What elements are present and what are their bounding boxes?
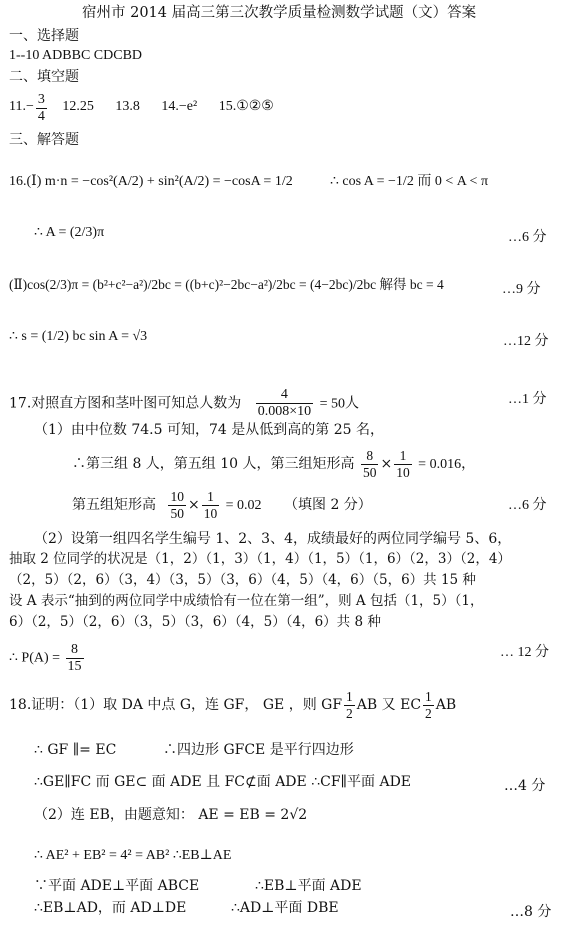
q18-eb-perp-ad: ∴EB⊥AD，而 AD⊥DE	[34, 900, 187, 916]
q17-group5-height: 第五组矩形高 $\frac{10}{50}$ × $\frac{1}{10}$ = 0.02 （填图 2 分）	[72, 489, 372, 521]
fill-15: 15.①②⑤	[218, 99, 274, 114]
section-solve-heading: 三、解答题	[9, 132, 79, 148]
q16-area: ∴ s = (1/2) bc sin A = √3	[9, 329, 148, 344]
q18-f2-den: 2	[425, 705, 432, 721]
q16-score-12: …12 分	[503, 334, 549, 349]
q17-g3-f2-den: 10	[396, 464, 410, 480]
q18-ad-perp-plane: ∴AD⊥平面 DBE	[231, 900, 339, 916]
fill-13: 13.8	[115, 99, 140, 114]
q17-score-12: … 12 分	[500, 645, 549, 660]
q17-group3-height: ∴第三组 8 人，第五组 10 人，第三组矩形高 $\frac{8}{50}$ × $\frac{1}{10}$ = 0.016，	[72, 448, 476, 480]
q16-score-6: …6 分	[508, 230, 547, 245]
q18-eb-perp-plane: ∴EB⊥平面 ADE	[255, 878, 362, 894]
q17-group3-text: ∴第三组 8 人，第五组 10 人，第三组矩形高	[72, 456, 355, 472]
q18-pythagoras: ∴ AE² + EB² = 4² = AB² ∴EB⊥AE	[34, 848, 232, 863]
q17-g5-f1-den: 50	[170, 505, 184, 521]
q17-probability	[9, 643, 86, 674]
q16-label: 16.(Ⅰ)	[9, 174, 42, 189]
q16-score-9: …9 分	[502, 282, 541, 297]
fill-11-num: 3	[37, 92, 45, 107]
q17-total-text: 17.对照直方图和茎叶图可知总人数为	[9, 395, 242, 412]
q18-cf-parallel-plane: ∴GE∥FC 而 GE⊂ 面 ADE 且 FC⊄面 ADE ∴CF∥平面 ADE	[34, 774, 412, 790]
choice-answers: 1--10 ADBBC CDCBD	[9, 48, 143, 63]
q18-parallelogram: ∴四边形 GFCE 是平行四边形	[163, 742, 354, 758]
q16-law-of-cosines: (Ⅱ)cos(2/3)π = (b²+c²−a²)/2bc = ((b+c)²−2bc−a²)/2bc = (4−2bc)/2bc 解得 bc = 4	[9, 277, 444, 292]
q17-total-result: = 50人	[319, 396, 359, 412]
q17-g5-f2-num: 1	[202, 490, 220, 506]
q17-score-1: …1 分	[508, 392, 547, 407]
q18-f1-num: 1	[346, 689, 353, 704]
q18-f2-num: 1	[425, 689, 432, 704]
q18-plane-perp: ∵平面 ADE⊥平面 ABCE	[34, 878, 200, 894]
q17-part2-setup: （2）设第一组四名学生编号 1、2、3、4，成绩最好的两位同学编号 5、6，	[34, 531, 512, 547]
fill-11-prefix: 11.−	[9, 99, 34, 114]
fill-14: 14.−e²	[161, 99, 198, 114]
q16-cos-value: ∴ cos A = −1/2 而 0 < A < π	[330, 174, 489, 189]
q18-ab-text: AB	[435, 697, 457, 713]
q16-line-1	[9, 175, 293, 189]
q17-g3-f2-num: 1	[394, 449, 412, 465]
q17-score-6: …6 分	[508, 498, 547, 513]
doc-title: 宿州市 2014 届高三第三次教学质量检测数学试题（文）答案	[82, 5, 477, 21]
q18-ec-text: AB 又 EC	[356, 697, 422, 713]
q17-g5-result: = 0.02	[225, 498, 262, 513]
q17-median: （1）由中位数 74.5 可知，74 是从低到高的第 25 名，	[34, 422, 384, 438]
q18-score-4: …4 分	[504, 778, 546, 794]
section-choice-heading: 一、选择题	[9, 28, 79, 44]
section-fill-heading: 二、填空题	[9, 69, 79, 85]
q18-midpoint-text: 18.证明：（1）取 DA 中点 G，连 GF， GE ，则 GF	[9, 697, 343, 713]
q18-gf-ec: ∴ GF ∥= EC	[34, 742, 117, 758]
q17-fill-chart-note: （填图 2 分）	[284, 497, 372, 513]
q17-total-den: 0.008×10	[257, 404, 312, 419]
q17-total-num: 4	[256, 388, 313, 404]
fill-answers	[9, 93, 274, 124]
q17-g3-f1-num: 8	[361, 449, 379, 465]
q17-g3-result: = 0.016，	[418, 457, 476, 472]
q17-prob-label: ∴ P(A) =	[9, 650, 61, 666]
q18-f1-den: 2	[346, 705, 353, 721]
fill-12: 12.25	[62, 99, 94, 114]
fill-11-den: 4	[37, 109, 45, 124]
q16-dot-product: m·n = −cos²(A/2) + sin²(A/2) = −cosA = 1/2	[44, 174, 293, 189]
q17-prob-num: 8	[66, 643, 84, 659]
q17-event-a-line-1: 设 A 表示“抽到的两位同学中成绩恰有一位在第一组”，则 A 包括（1，5）（1，	[9, 593, 484, 609]
q17-group5-text: 第五组矩形高	[72, 497, 156, 513]
q18-score-8: …8 分	[510, 904, 552, 920]
q17-cases-line-1: 抽取 2 位同学的状况是（1，2）（1，3）（1，4）（1，5）（1，6）（2，3）（2，4）	[9, 551, 511, 567]
q17-line-1	[9, 388, 359, 419]
q17-g3-f1-den: 50	[362, 464, 377, 480]
q17-g5-f1-num: 10	[170, 489, 184, 504]
q17-cases-line-2: （2，5）（2，6）（3，4）（3，5）（3，6）（4，5）（4，6）（5，6）共 15 种	[9, 572, 476, 588]
q18-line-1	[9, 690, 456, 720]
q18-part2: （2）连 EB，由题意知： AE = EB = 2√2	[34, 807, 308, 823]
q16-angle-a: ∴ A = (2/3)π	[34, 225, 105, 240]
q17-prob-den: 15	[67, 659, 82, 674]
q17-event-a-line-2: 6）（2，5）（2，6）（3，5）（3，6）（4，5）（4，6）共 8 种	[9, 614, 381, 630]
q17-g5-f2-den: 10	[203, 505, 218, 521]
